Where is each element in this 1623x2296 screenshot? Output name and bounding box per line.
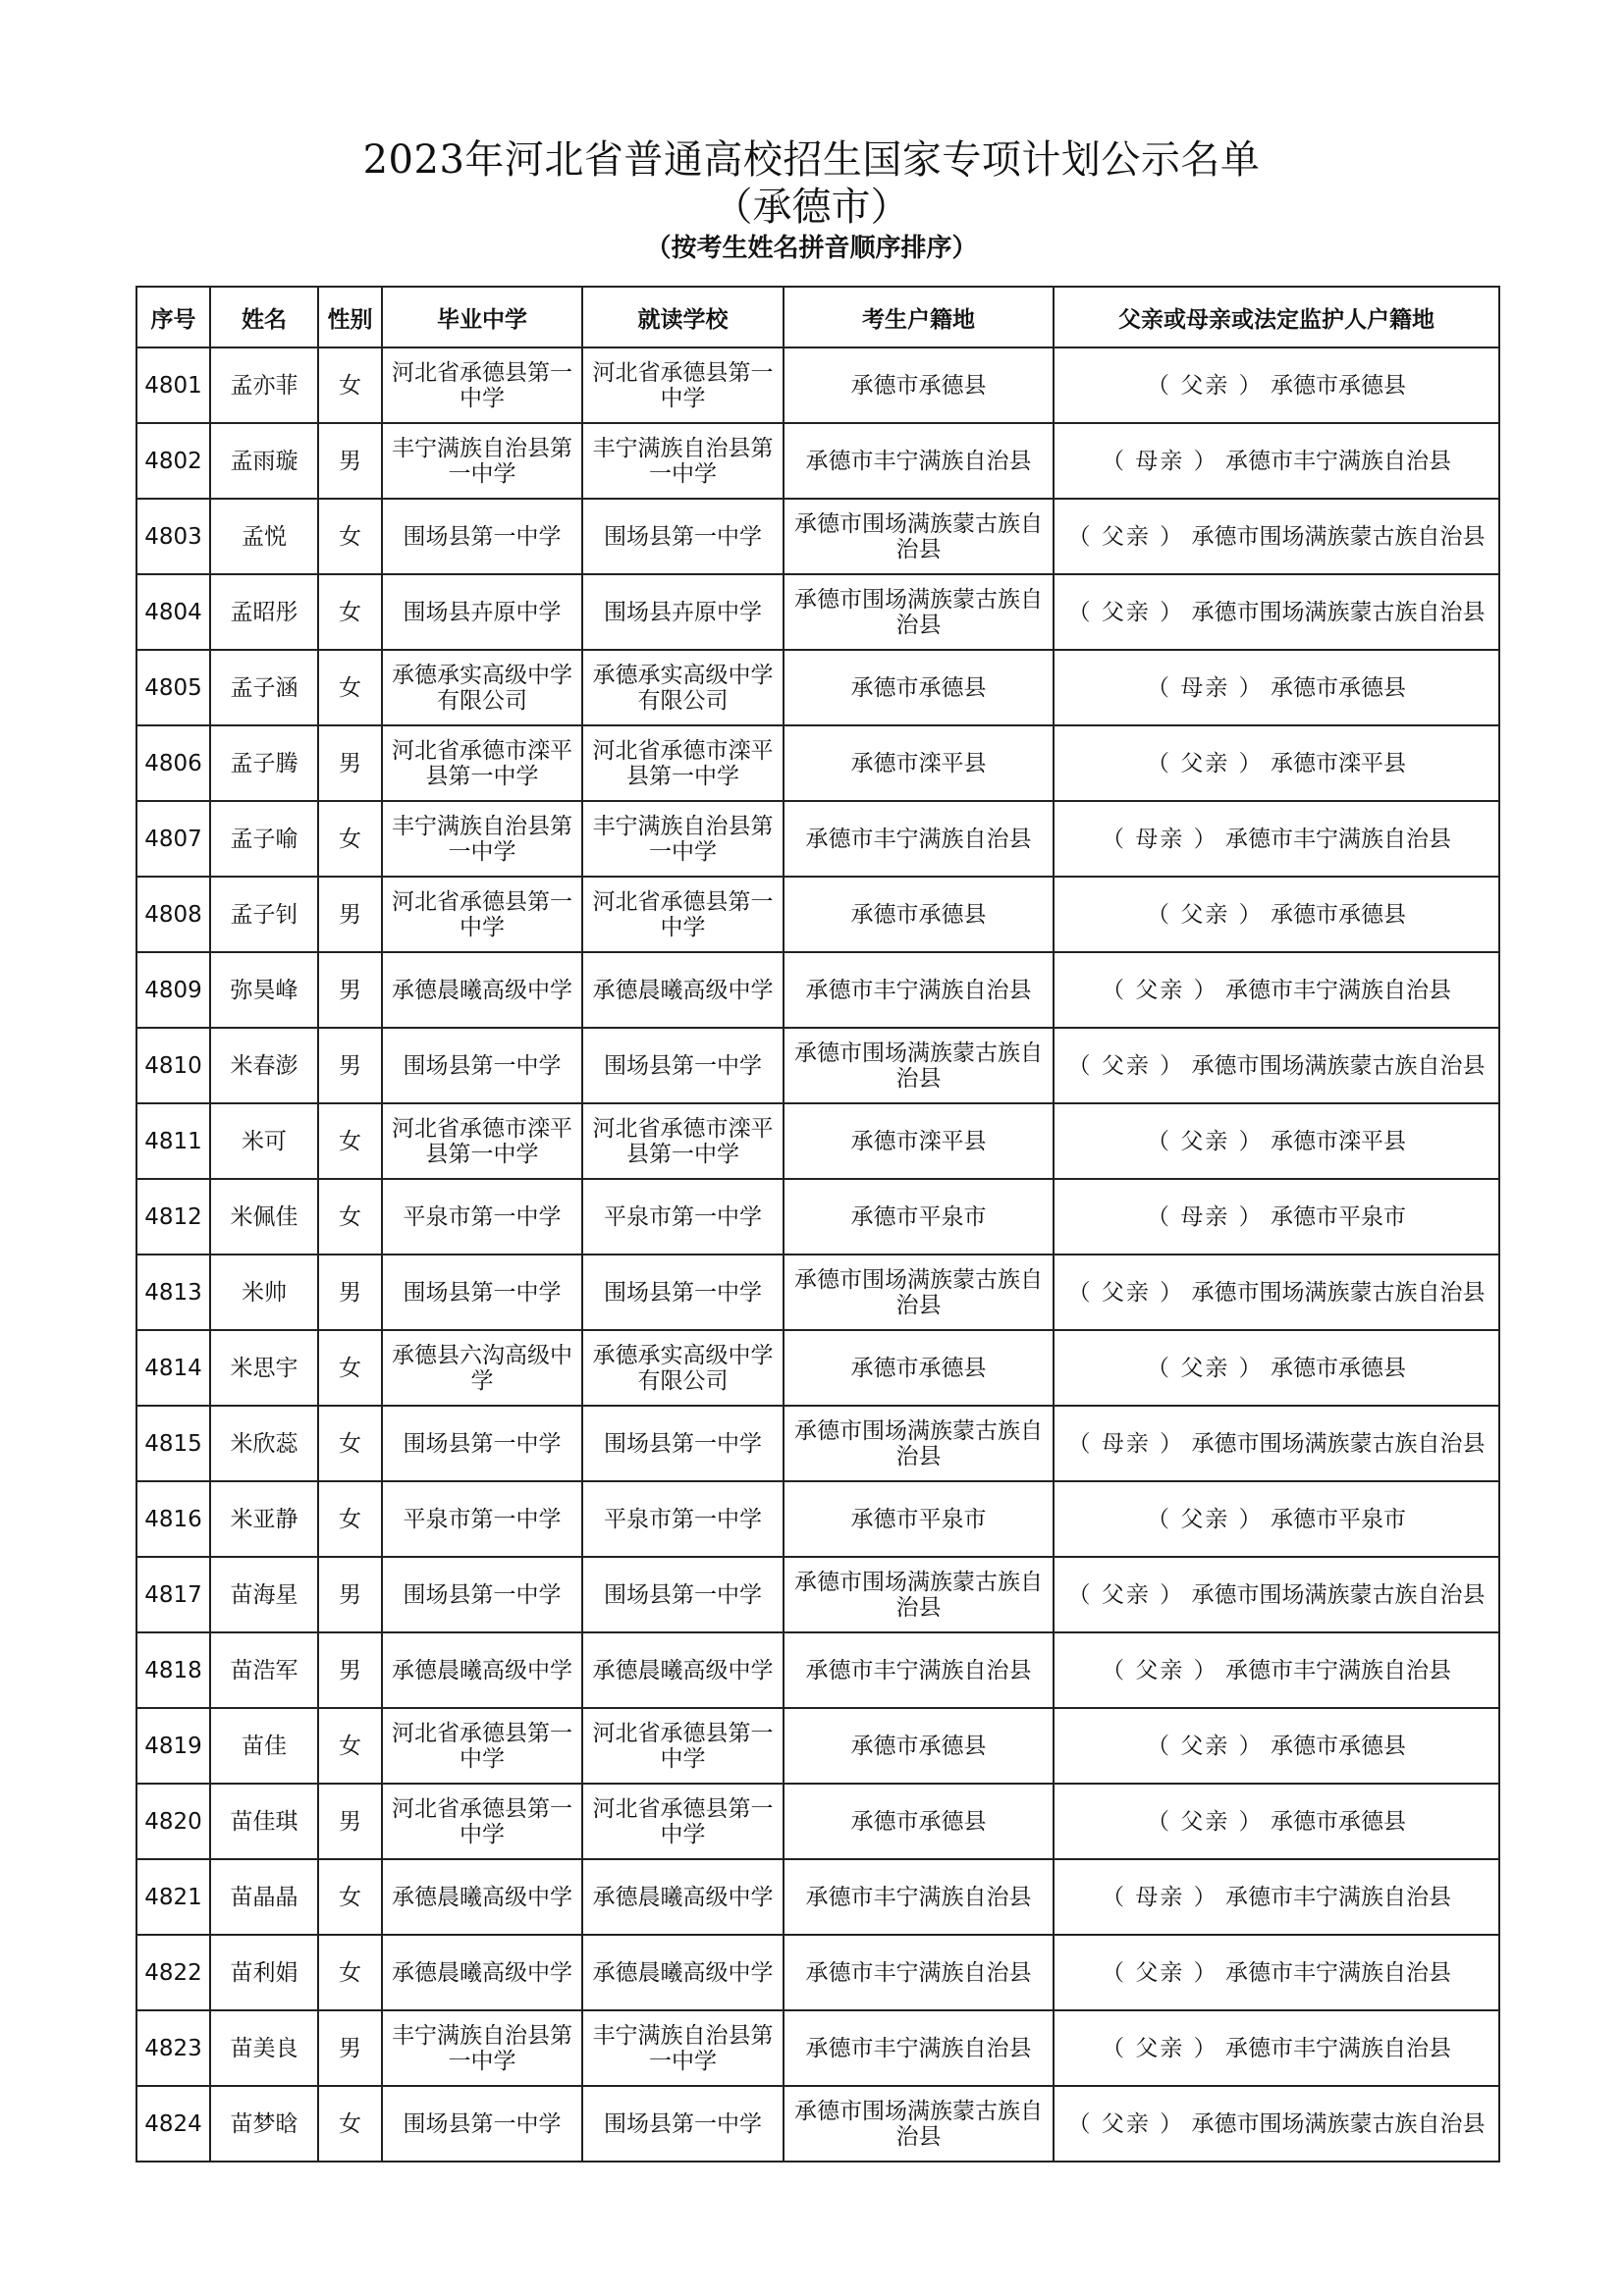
- guardian-household: 承德市围场满族蒙古族自治县: [1191, 523, 1486, 550]
- cell-name: 米可: [210, 1103, 318, 1179]
- guardian-relation: （ 父亲 ）: [1067, 1052, 1185, 1079]
- header-name: 姓名: [210, 287, 318, 347]
- cell-name: 孟雨璇: [210, 423, 318, 499]
- cell-gender: 女: [318, 1406, 382, 1481]
- cell-seq: 4814: [136, 1330, 210, 1406]
- cell-graduated-school: 平泉市第一中学: [382, 1481, 582, 1557]
- cell-current-school: 围场县第一中学: [582, 1406, 784, 1481]
- table-row: [136, 801, 1499, 877]
- cell-gender: 女: [318, 1481, 382, 1557]
- cell-household: 承德市围场满族蒙古族自治县: [784, 2086, 1054, 2162]
- table-row: [136, 1784, 1499, 1859]
- cell-name: 孟亦菲: [210, 347, 318, 423]
- guardian-relation: （ 父亲 ）: [1067, 599, 1185, 625]
- guardian-relation: （ 父亲 ）: [1147, 1355, 1264, 1381]
- table-row: [136, 2086, 1499, 2162]
- guardian-relation: （ 父亲 ）: [1147, 1128, 1264, 1154]
- guardian-relation: （ 父亲 ）: [1147, 1808, 1264, 1835]
- cell-name: 米思宇: [210, 1330, 318, 1406]
- cell-seq: 4823: [136, 2010, 210, 2086]
- guardian-household: 承德市平泉市: [1270, 1506, 1406, 1532]
- table-header-row: [136, 287, 1499, 347]
- cell-current-school: 围场县第一中学: [582, 1028, 784, 1103]
- header-seq: 序号: [136, 287, 210, 347]
- cell-gender: 男: [318, 2010, 382, 2086]
- cell-graduated-school: 河北省承德县第一中学: [382, 1708, 582, 1784]
- cell-guardian: [1054, 725, 1499, 801]
- guardian-household: 承德市丰宁满族自治县: [1224, 1657, 1451, 1683]
- header-graduated-school: 毕业中学: [382, 287, 582, 347]
- cell-gender: 男: [318, 1255, 382, 1330]
- cell-guardian: [1054, 1632, 1499, 1708]
- cell-seq: 4817: [136, 1557, 210, 1632]
- cell-name: 米春澎: [210, 1028, 318, 1103]
- cell-household: 承德市滦平县: [784, 1103, 1054, 1179]
- cell-name: 米佩佳: [210, 1179, 318, 1255]
- cell-seq: 4808: [136, 877, 210, 952]
- cell-household: 承德市丰宁满族自治县: [784, 1859, 1054, 1935]
- cell-guardian: [1054, 1708, 1499, 1784]
- guardian-household: 承德市承德县: [1270, 1355, 1406, 1381]
- guardian-household: 承德市丰宁满族自治县: [1224, 977, 1451, 1003]
- guardian-relation: （ 父亲 ）: [1102, 977, 1218, 1003]
- header-guardian-household: 父亲或母亲或法定监护人户籍地: [1054, 287, 1499, 347]
- cell-graduated-school: 丰宁满族自治县第一中学: [382, 2010, 582, 2086]
- cell-household: 承德市承德县: [784, 650, 1054, 725]
- guardian-relation: （ 父亲 ）: [1102, 1959, 1218, 1986]
- cell-gender: 男: [318, 1632, 382, 1708]
- cell-gender: 女: [318, 1859, 382, 1935]
- cell-seq: 4818: [136, 1632, 210, 1708]
- guardian-household: 承德市围场满族蒙古族自治县: [1191, 1430, 1486, 1457]
- cell-household: 承德市丰宁满族自治县: [784, 952, 1054, 1028]
- table-row: [136, 952, 1499, 1028]
- guardian-household: 承德市承德县: [1270, 372, 1406, 399]
- cell-household: 承德市丰宁满族自治县: [784, 801, 1054, 877]
- table-row: [136, 1481, 1499, 1557]
- cell-current-school: 河北省承德县第一中学: [582, 1784, 784, 1859]
- header-gender: 性别: [318, 287, 382, 347]
- cell-graduated-school: 承德晨曦高级中学: [382, 1935, 582, 2010]
- cell-graduated-school: 承德承实高级中学有限公司: [382, 650, 582, 725]
- cell-graduated-school: 围场县第一中学: [382, 1255, 582, 1330]
- cell-gender: 女: [318, 347, 382, 423]
- guardian-relation: （ 父亲 ）: [1147, 901, 1264, 928]
- cell-gender: 女: [318, 1708, 382, 1784]
- cell-current-school: 承德晨曦高级中学: [582, 952, 784, 1028]
- cell-name: 苗佳琪: [210, 1784, 318, 1859]
- cell-name: 孟子喻: [210, 801, 318, 877]
- cell-seq: 4803: [136, 499, 210, 574]
- cell-guardian: [1054, 499, 1499, 574]
- cell-seq: 4809: [136, 952, 210, 1028]
- table-row: [136, 1708, 1499, 1784]
- table-row: [136, 1103, 1499, 1179]
- cell-gender: 女: [318, 650, 382, 725]
- table-row: [136, 1255, 1499, 1330]
- cell-seq: 4820: [136, 1784, 210, 1859]
- title-block: [0, 135, 1623, 267]
- cell-gender: 女: [318, 499, 382, 574]
- cell-current-school: 丰宁满族自治县第一中学: [582, 2010, 784, 2086]
- cell-graduated-school: 河北省承德县第一中学: [382, 877, 582, 952]
- guardian-household: 承德市平泉市: [1270, 1203, 1406, 1230]
- cell-guardian: [1054, 574, 1499, 650]
- cell-current-school: 河北省承德县第一中学: [582, 1708, 784, 1784]
- cell-guardian: [1054, 801, 1499, 877]
- cell-household: 承德市承德县: [784, 1708, 1054, 1784]
- cell-seq: 4815: [136, 1406, 210, 1481]
- guardian-household: 承德市丰宁满族自治县: [1224, 2035, 1451, 2061]
- guardian-household: 承德市围场满族蒙古族自治县: [1191, 1279, 1486, 1306]
- cell-household: 承德市滦平县: [784, 725, 1054, 801]
- cell-name: 米欣蕊: [210, 1406, 318, 1481]
- cell-name: 米亚静: [210, 1481, 318, 1557]
- guardian-relation: （ 母亲 ）: [1102, 448, 1218, 474]
- table-row: [136, 1330, 1499, 1406]
- cell-seq: 4807: [136, 801, 210, 877]
- cell-guardian: [1054, 1481, 1499, 1557]
- cell-gender: 女: [318, 1935, 382, 2010]
- guardian-relation: （ 父亲 ）: [1147, 750, 1264, 776]
- cell-gender: 男: [318, 1784, 382, 1859]
- cell-household: 承德市丰宁满族自治县: [784, 2010, 1054, 2086]
- cell-graduated-school: 承德晨曦高级中学: [382, 1859, 582, 1935]
- guardian-household: 承德市承德县: [1270, 1808, 1406, 1835]
- cell-seq: 4822: [136, 1935, 210, 2010]
- guardian-relation: （ 母亲 ）: [1147, 674, 1264, 701]
- guardian-relation: （ 母亲 ）: [1102, 1884, 1218, 1910]
- cell-seq: 4811: [136, 1103, 210, 1179]
- cell-seq: 4804: [136, 574, 210, 650]
- cell-gender: 女: [318, 2086, 382, 2162]
- cell-guardian: [1054, 1330, 1499, 1406]
- cell-name: 苗梦晗: [210, 2086, 318, 2162]
- cell-graduated-school: 河北省承德县第一中学: [382, 347, 582, 423]
- table-body: [136, 347, 1499, 2162]
- cell-seq: 4805: [136, 650, 210, 725]
- cell-guardian: [1054, 877, 1499, 952]
- cell-household: 承德市围场满族蒙古族自治县: [784, 574, 1054, 650]
- table-row: [136, 1406, 1499, 1481]
- cell-guardian: [1054, 347, 1499, 423]
- page-title: 2023年河北省普通高校招生国家专项计划公示名单: [362, 137, 1261, 183]
- table-row: [136, 725, 1499, 801]
- cell-graduated-school: 承德县六沟高级中学: [382, 1330, 582, 1406]
- cell-name: 苗美良: [210, 2010, 318, 2086]
- cell-graduated-school: 丰宁满族自治县第一中学: [382, 423, 582, 499]
- cell-name: 孟子涵: [210, 650, 318, 725]
- guardian-household: 承德市滦平县: [1270, 750, 1406, 776]
- cell-current-school: 围场县第一中学: [582, 499, 784, 574]
- cell-seq: 4821: [136, 1859, 210, 1935]
- guardian-household: 承德市丰宁满族自治县: [1224, 1959, 1451, 1986]
- cell-guardian: [1054, 1406, 1499, 1481]
- cell-guardian: [1054, 1255, 1499, 1330]
- guardian-relation: （ 母亲 ）: [1067, 1430, 1185, 1457]
- guardian-household: 承德市承德县: [1270, 674, 1406, 701]
- cell-name: 孟子钊: [210, 877, 318, 952]
- guardian-household: 承德市丰宁满族自治县: [1224, 448, 1451, 474]
- cell-gender: 女: [318, 801, 382, 877]
- cell-graduated-school: 围场县第一中学: [382, 1406, 582, 1481]
- cell-household: 承德市围场满族蒙古族自治县: [784, 1406, 1054, 1481]
- cell-guardian: [1054, 952, 1499, 1028]
- table-row: [136, 1179, 1499, 1255]
- cell-household: 承德市丰宁满族自治县: [784, 1935, 1054, 2010]
- cell-seq: 4824: [136, 2086, 210, 2162]
- guardian-relation: （ 父亲 ）: [1147, 372, 1264, 399]
- cell-guardian: [1054, 1103, 1499, 1179]
- cell-gender: 男: [318, 1028, 382, 1103]
- cell-guardian: [1054, 1557, 1499, 1632]
- cell-name: 弥昊峰: [210, 952, 318, 1028]
- guardian-relation: （ 父亲 ）: [1102, 1657, 1218, 1683]
- sort-note: （按考生姓名拼音顺序排序）: [645, 234, 978, 263]
- cell-current-school: 围场县第一中学: [582, 2086, 784, 2162]
- guardian-relation: （ 父亲 ）: [1067, 2110, 1185, 2137]
- cell-gender: 男: [318, 952, 382, 1028]
- cell-household: 承德市平泉市: [784, 1179, 1054, 1255]
- cell-graduated-school: 河北省承德市滦平县第一中学: [382, 725, 582, 801]
- cell-current-school: 承德晨曦高级中学: [582, 1935, 784, 2010]
- cell-name: 苗晶晶: [210, 1859, 318, 1935]
- cell-name: 孟悦: [210, 499, 318, 574]
- cell-name: 苗海星: [210, 1557, 318, 1632]
- cell-household: 承德市承德县: [784, 347, 1054, 423]
- cell-current-school: 围场县第一中学: [582, 1557, 784, 1632]
- table-row: [136, 1935, 1499, 2010]
- cell-household: 承德市承德县: [784, 877, 1054, 952]
- cell-gender: 女: [318, 1330, 382, 1406]
- cell-graduated-school: 围场县卉原中学: [382, 574, 582, 650]
- cell-current-school: 河北省承德县第一中学: [582, 877, 784, 952]
- cell-seq: 4816: [136, 1481, 210, 1557]
- cell-household: 承德市围场满族蒙古族自治县: [784, 1255, 1054, 1330]
- cell-current-school: 围场县卉原中学: [582, 574, 784, 650]
- table-row: [136, 877, 1499, 952]
- guardian-household: 承德市承德县: [1270, 1733, 1406, 1759]
- table-row: [136, 2010, 1499, 2086]
- cell-current-school: 河北省承德市滦平县第一中学: [582, 1103, 784, 1179]
- cell-gender: 女: [318, 1103, 382, 1179]
- cell-household: 承德市围场满族蒙古族自治县: [784, 499, 1054, 574]
- cell-guardian: [1054, 650, 1499, 725]
- cell-gender: 男: [318, 1557, 382, 1632]
- cell-guardian: [1054, 1028, 1499, 1103]
- cell-current-school: 丰宁满族自治县第一中学: [582, 801, 784, 877]
- cell-current-school: 丰宁满族自治县第一中学: [582, 423, 784, 499]
- cell-household: 承德市平泉市: [784, 1481, 1054, 1557]
- cell-graduated-school: 平泉市第一中学: [382, 1179, 582, 1255]
- cell-gender: 男: [318, 877, 382, 952]
- cell-current-school: 平泉市第一中学: [582, 1179, 784, 1255]
- guardian-relation: （ 父亲 ）: [1147, 1506, 1264, 1532]
- cell-guardian: [1054, 1859, 1499, 1935]
- guardian-household: 承德市围场满族蒙古族自治县: [1191, 599, 1486, 625]
- guardian-relation: （ 父亲 ）: [1102, 2035, 1218, 2061]
- cell-gender: 男: [318, 423, 382, 499]
- cell-household: 承德市丰宁满族自治县: [784, 1632, 1054, 1708]
- cell-guardian: [1054, 1179, 1499, 1255]
- guardian-relation: （ 父亲 ）: [1147, 1733, 1264, 1759]
- cell-graduated-school: 承德晨曦高级中学: [382, 952, 582, 1028]
- cell-graduated-school: 围场县第一中学: [382, 2086, 582, 2162]
- cell-household: 承德市承德县: [784, 1330, 1054, 1406]
- cell-graduated-school: 河北省承德县第一中学: [382, 1784, 582, 1859]
- guardian-household: 承德市承德县: [1270, 901, 1406, 928]
- cell-current-school: 承德承实高级中学有限公司: [582, 650, 784, 725]
- cell-graduated-school: 围场县第一中学: [382, 499, 582, 574]
- cell-name: 孟子腾: [210, 725, 318, 801]
- table-row: [136, 1859, 1499, 1935]
- cell-guardian: [1054, 1784, 1499, 1859]
- cell-name: 苗佳: [210, 1708, 318, 1784]
- cell-guardian: [1054, 2086, 1499, 2162]
- guardian-relation: （ 父亲 ）: [1067, 1581, 1185, 1608]
- cell-guardian: [1054, 423, 1499, 499]
- guardian-household: 承德市围场满族蒙古族自治县: [1191, 1052, 1486, 1079]
- guardian-relation: （ 父亲 ）: [1067, 523, 1185, 550]
- guardian-relation: （ 父亲 ）: [1067, 1279, 1185, 1306]
- cell-seq: 4810: [136, 1028, 210, 1103]
- cell-current-school: 河北省承德县第一中学: [582, 347, 784, 423]
- table-row: [136, 423, 1499, 499]
- cell-name: 苗利娟: [210, 1935, 318, 2010]
- cell-seq: 4801: [136, 347, 210, 423]
- cell-current-school: 围场县第一中学: [582, 1255, 784, 1330]
- cell-seq: 4819: [136, 1708, 210, 1784]
- table-row: [136, 650, 1499, 725]
- cell-graduated-school: 丰宁满族自治县第一中学: [382, 801, 582, 877]
- cell-name: 米帅: [210, 1255, 318, 1330]
- cell-household: 承德市围场满族蒙古族自治县: [784, 1028, 1054, 1103]
- cell-graduated-school: 河北省承德市滦平县第一中学: [382, 1103, 582, 1179]
- cell-seq: 4802: [136, 423, 210, 499]
- guardian-household: 承德市围场满族蒙古族自治县: [1191, 2110, 1486, 2137]
- table-row: [136, 574, 1499, 650]
- cell-current-school: 平泉市第一中学: [582, 1481, 784, 1557]
- table-row: [136, 347, 1499, 423]
- page-subtitle: （承德市）: [713, 185, 910, 230]
- cell-gender: 女: [318, 1179, 382, 1255]
- cell-current-school: 承德晨曦高级中学: [582, 1859, 784, 1935]
- guardian-household: 承德市丰宁满族自治县: [1224, 1884, 1451, 1910]
- header-household: 考生户籍地: [784, 287, 1054, 347]
- guardian-household: 承德市丰宁满族自治县: [1224, 826, 1451, 852]
- cell-graduated-school: 承德晨曦高级中学: [382, 1632, 582, 1708]
- cell-gender: 男: [318, 725, 382, 801]
- table-row: [136, 499, 1499, 574]
- table-row: [136, 1557, 1499, 1632]
- cell-current-school: 河北省承德市滦平县第一中学: [582, 725, 784, 801]
- cell-household: 承德市承德县: [784, 1784, 1054, 1859]
- guardian-relation: （ 母亲 ）: [1102, 826, 1218, 852]
- guardian-household: 承德市滦平县: [1270, 1128, 1406, 1154]
- guardian-relation: （ 母亲 ）: [1147, 1203, 1264, 1230]
- cell-household: 承德市围场满族蒙古族自治县: [784, 1557, 1054, 1632]
- cell-name: 孟昭彤: [210, 574, 318, 650]
- cell-guardian: [1054, 1935, 1499, 2010]
- header-current-school: 就读学校: [582, 287, 784, 347]
- cell-seq: 4813: [136, 1255, 210, 1330]
- cell-gender: 女: [318, 574, 382, 650]
- cell-graduated-school: 围场县第一中学: [382, 1557, 582, 1632]
- cell-current-school: 承德晨曦高级中学: [582, 1632, 784, 1708]
- table-row: [136, 1028, 1499, 1103]
- table-row: [136, 1632, 1499, 1708]
- cell-graduated-school: 围场县第一中学: [382, 1028, 582, 1103]
- cell-name: 苗浩军: [210, 1632, 318, 1708]
- cell-current-school: 承德承实高级中学有限公司: [582, 1330, 784, 1406]
- guardian-household: 承德市围场满族蒙古族自治县: [1191, 1581, 1486, 1608]
- cell-household: 承德市丰宁满族自治县: [784, 423, 1054, 499]
- roster-table: [135, 286, 1500, 2163]
- cell-guardian: [1054, 2010, 1499, 2086]
- cell-seq: 4812: [136, 1179, 210, 1255]
- cell-seq: 4806: [136, 725, 210, 801]
